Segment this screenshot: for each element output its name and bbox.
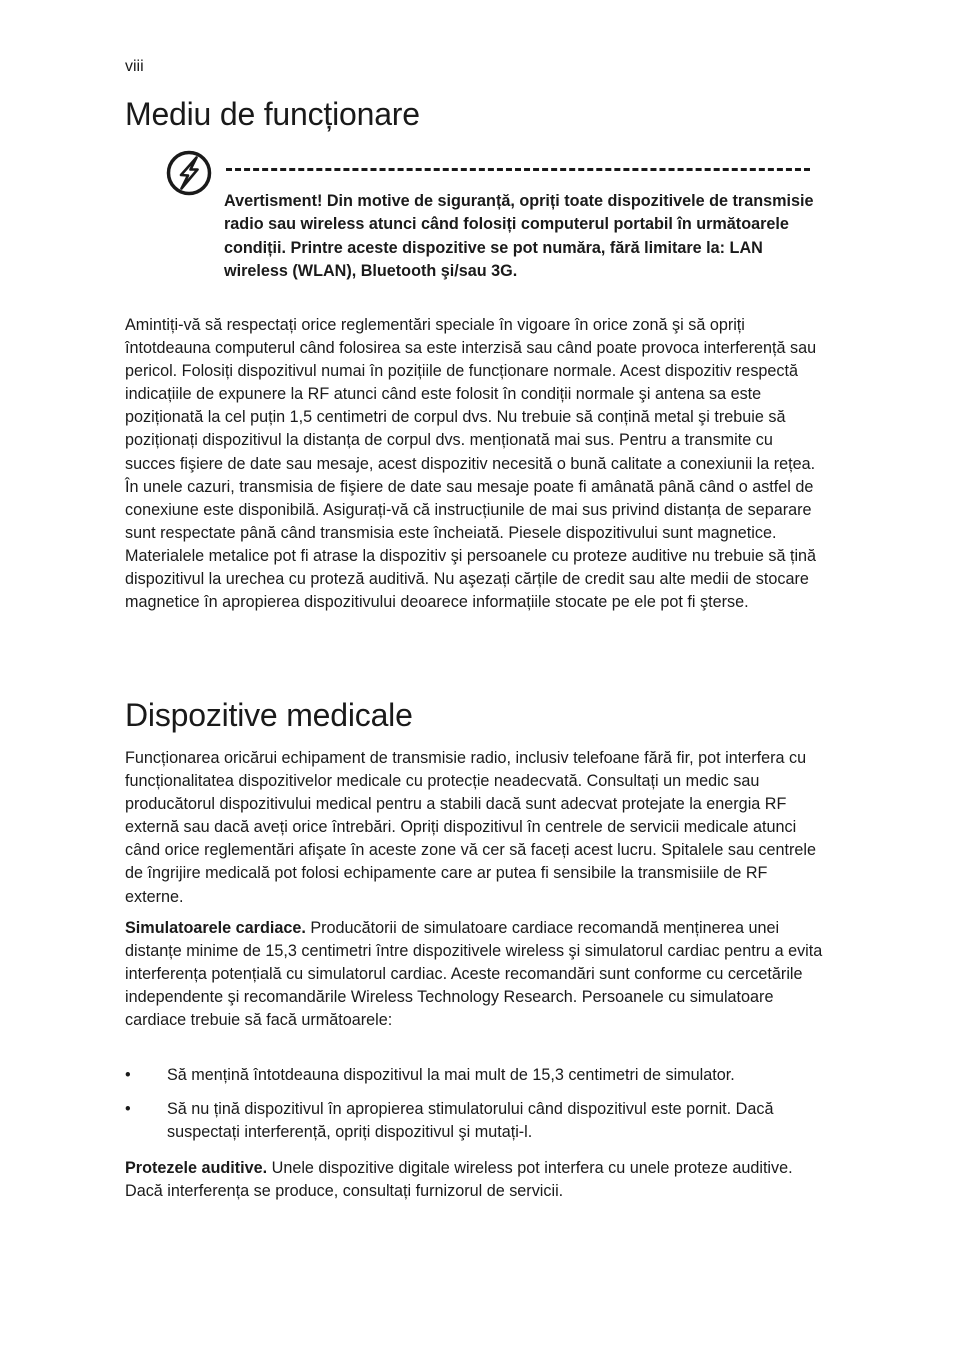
page-number: viii [125, 58, 144, 75]
bullet-icon: • [125, 1100, 131, 1118]
hearing-aids-text: Unele dispozitive digitale wireless pot interfera cu unele proteze auditive. Dacă interferența se produce, consultați furnizorul de servicii. [125, 1159, 793, 1201]
warning-dashed-divider [226, 168, 810, 171]
list-item [125, 1098, 825, 1144]
hearing-aids-paragraph [125, 1157, 825, 1203]
pacemakers-paragraph [125, 917, 825, 1032]
operating-environment-paragraph: Amintiți-vă să respectați orice reglementări speciale în vigoare în orice zonă şi să opriți întotdeauna computerul când folosirea sa este interzisă sau când poate provoca interferență sau pericol. Folosiți dispozitivul numai în pozițiile de funcționare normale. Acest dispozitiv respectă indicațiile de expunere la RF atunci când este folosit în condiții normale şi antena sa este poziționată la cel puțin 1,5 centimetri de corpul dvs. Nu trebuie să conțină metal şi trebuie să poziționați dispozitivul la distanța de corpul dvs. menționată mai sus. Pentru a transmite cu succes fişiere de date sau mesaje, acest dispozitiv necesită o bună calitate a conexiunii la rețea. În unele cazuri, transmisia de fişiere de date sau mesaje poate fi amânată până când o astfel de conexiune este disponibilă. Asigurați-vă că instrucțiunile de mai sus privind distanța de separare sunt respectate până când transmisia este încheiată. Piesele dispozitivului sunt magnetice. Materialele metalice pot fi atrase la dispozitiv şi persoanele cu proteze auditive nu trebuie să țină dispozitivul la urechea cu proteză auditivă. Nu aşezați cărțile de credit sau alte medii de stocare magnetice în apropierea dispozitivului deoarece informațiile stocate pe ele pot fi şterse. [125, 316, 817, 612]
section-title-operating-environment: Mediu de funcționare [125, 96, 420, 132]
list-item-text: Să mențină întotdeauna dispozitivul la mai mult de 15,3 centimetri de simulator. [167, 1066, 735, 1084]
section-title-medical-devices: Dispozitive medicale [125, 697, 413, 733]
medical-devices-paragraph: Funcționarea oricărui echipament de transmisie radio, inclusiv telefoane fără fir, pot interfera cu funcționalitatea dispozitivelor medicale cu protecție neadecvată. Consultați un medic sau producătorul dispozitivului medical pentru a stabili dacă sunt adecvat protejate la energia RF externă sau dacă aveți orice întrebări. Opriți dispozitivul în centrele de servicii medicale atunci când orice reglementări afişate în aceste zone vă cer să faceți acest lucru. Spitalele sau centrele de îngrijire medicală pot folosi echipamente care ar putea fi sensibile la transmisiile de RF externe. [125, 749, 817, 906]
bullet-icon: • [125, 1066, 131, 1084]
pacemakers-text: Producătorii de simulatoare cardiace recomandă menținerea unei distanțe minime de 15,3 centimetri între dispozitivele wireless şi simulatorul cardiac pentru a evita interferența potențială cu simulatorul cardiac. Aceste recomandări sunt conforme cu cercetările independente şi recomandările Wireless Technology Research. Persoanele cu simulatoare cardiace trebuie să facă următoarele: [125, 919, 823, 1030]
list-item [125, 1064, 825, 1087]
list-item-text: Să nu țină dispozitivul în apropierea stimulatorului când dispozitivul este pornit. Dacă suspectați interferență, opriți dispozitivul şi mutați-l. [167, 1100, 774, 1142]
warning-text: Avertisment! Din motive de siguranță, opriți toate dispozitivele de transmisie radio sau wireless atunci când folosiți computerul portabil în următoarele condiții. Printre aceste dispozitive se pot număra, fără limitare la: LAN wireless (WLAN), Bluetooth şi/sau 3G. [224, 192, 814, 280]
pacemakers-lead: Simulatoarele cardiace. [125, 919, 306, 937]
warning-lightning-icon [166, 150, 212, 196]
hearing-aids-lead: Protezele auditive. [125, 1159, 268, 1177]
